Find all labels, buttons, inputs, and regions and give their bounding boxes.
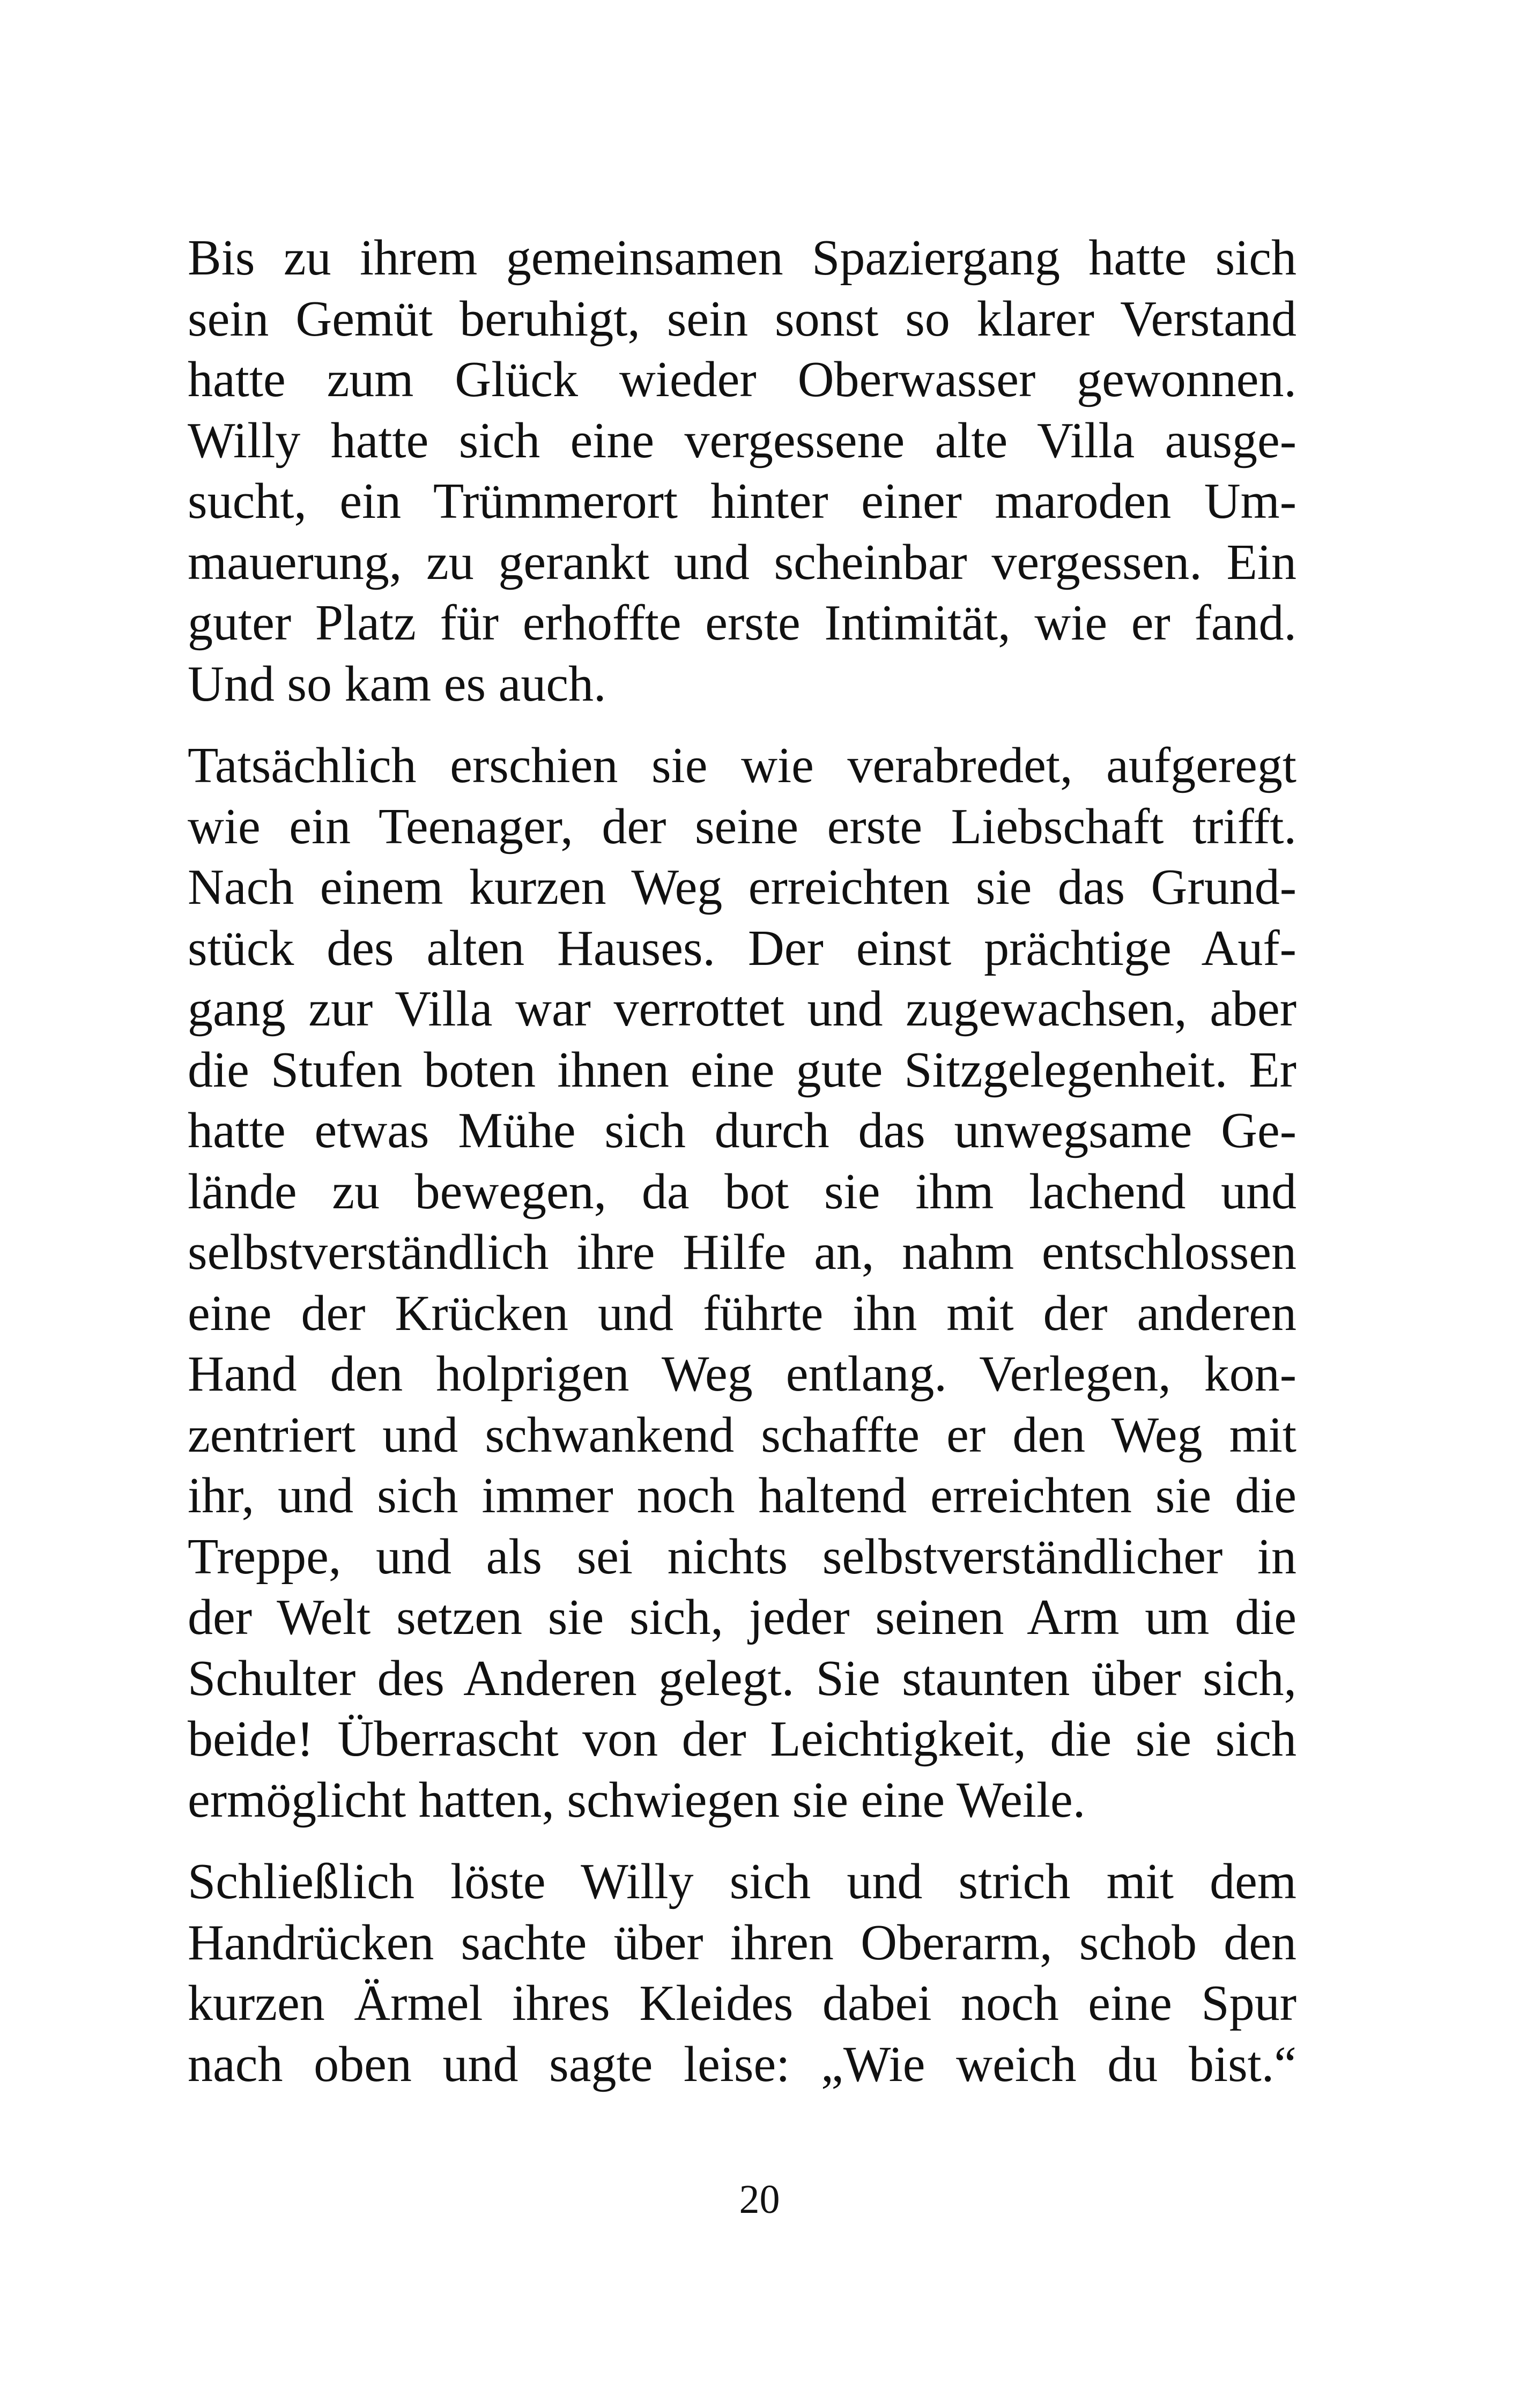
text-line: die Stufen boten ihnen eine gute Sitzgelegenheit. Er — [188, 1042, 1296, 1098]
paragraph-3 — [188, 1852, 1296, 2095]
text-line: sein Gemüt beruhigt, sein sonst so klarer Verstand — [188, 291, 1296, 347]
text-line: guter Platz für erhoffte erste Intimität, wie er fand. — [188, 595, 1296, 651]
text-line: sucht, ein Trümmerort hinter einer maroden Um- — [188, 473, 1296, 529]
text-line: Willy hatte sich eine vergessene alte Villa ausge- — [188, 412, 1296, 469]
text-line: Und so kam es auch. — [188, 656, 606, 712]
text-line: Tatsächlich erschien sie wie verabredet, aufgeregt — [188, 738, 1296, 793]
text-line: Schließlich löste Willy sich und strich mit dem — [188, 1854, 1296, 1909]
text-line: wie ein Teenager, der seine erste Liebschaft trifft. — [188, 798, 1296, 854]
text-line: ermöglicht hatten, schwiegen sie eine Weile. — [188, 1772, 1086, 1828]
text-line: Schulter des Anderen gelegt. Sie staunten über sich, — [188, 1650, 1296, 1706]
body-text — [188, 228, 1296, 2095]
text-line: der Welt setzen sie sich, jeder seinen Arm um die — [188, 1589, 1296, 1645]
page-number: 20 — [739, 2177, 780, 2222]
text-line: beide! Überrascht von der Leichtigkeit, die sie sich — [188, 1711, 1296, 1767]
paragraph-2 — [188, 735, 1296, 1831]
text-line: lände zu bewegen, da bot sie ihm lachend und — [188, 1163, 1296, 1220]
text-line: Handrücken sachte über ihren Oberarm, schob den — [188, 1914, 1296, 1971]
text-line: selbstverständlich ihre Hilfe an, nahm entschlossen — [188, 1224, 1296, 1280]
text-line: Nach einem kurzen Weg erreichten sie das Grund- — [188, 859, 1296, 915]
text-line: Treppe, und als sei nichts selbstverständlicher in — [188, 1528, 1296, 1585]
text-line: ihr, und sich immer noch haltend erreichten sie die — [188, 1468, 1296, 1523]
text-line: stück des alten Hauses. Der einst prächtige Auf- — [188, 920, 1296, 976]
text-line: hatte etwas Mühe sich durch das unwegsame Ge- — [188, 1103, 1296, 1158]
text-line: kurzen Ärmel ihres Kleides dabei noch eine Spur — [188, 1975, 1296, 2031]
text-line: hatte zum Glück wieder Oberwasser gewonnen. — [188, 352, 1296, 407]
text-line: Bis zu ihrem gemeinsamen Spaziergang hatte sich — [188, 230, 1296, 286]
text-line: mauerung, zu gerankt und scheinbar vergessen. Ein — [188, 534, 1296, 590]
text-line: Hand den holprigen Weg entlang. Verlegen, kon- — [188, 1346, 1296, 1402]
text-line: eine der Krücken und führte ihn mit der anderen — [188, 1285, 1296, 1341]
text-line: zentriert und schwankend schaffte er den Weg mit — [188, 1407, 1296, 1463]
text-line: gang zur Villa war verrottet und zugewachsen, aber — [188, 981, 1296, 1037]
paragraph-1 — [188, 228, 1296, 715]
text-line: nach oben und sagte leise: „Wie weich du bist.“ — [188, 2036, 1296, 2092]
